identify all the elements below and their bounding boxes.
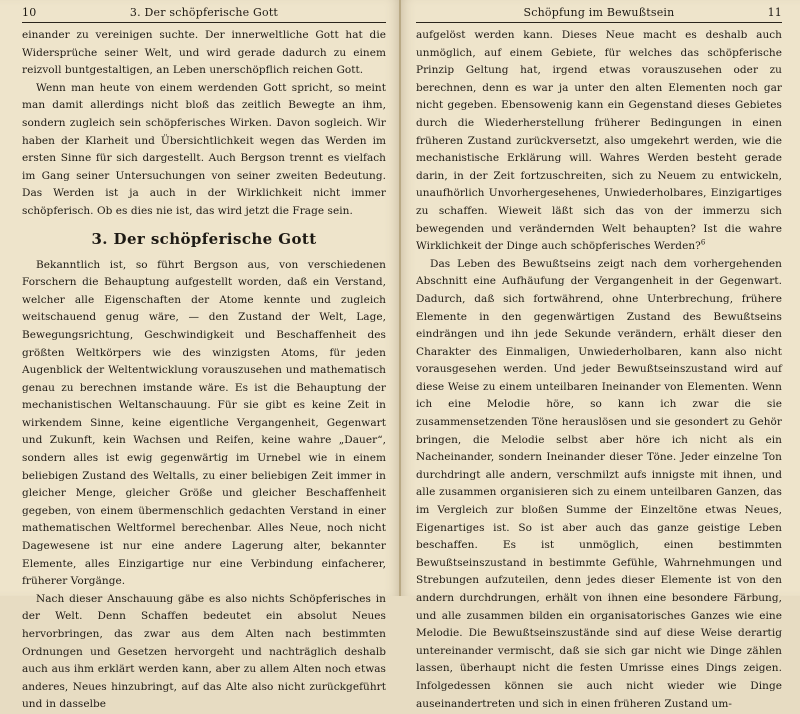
left-page-body [22, 27, 386, 714]
right-paragraph-1-text: aufgelöst werden kann. Dieses Neue macht es deshalb auch unmöglich, auf einem Gebiete, für welches das schöpferische Prinzip Geltung hat, irgend etwas vorauszusehen oder zu berechnen, denn es war ja unter den alten Elementen noch gar nicht gegeben. Ebensowenig kann ein Gegenstand dieses Gebietes durch die Wiederherstellung früherer Bedingungen in einen früheren Zustand zurückversetzt, also umgekehrt werden, wie die mechanistische Erklärung will. Wahres Werden besteht gerade darin, in der Zeit fortzuschreiten, sich zu Neuem zu entwickeln, unaufhörlich Unvorhergesehenes, Unwiederholbares, Einzigartiges zu schaffen. Wieweit läßt sich das von der immerzu sich bewegenden und verändernden Welt behaupten? Ist die wahre Wirklichkeit der Dinge auch schöpferisches Werden? [416, 29, 782, 253]
right-paragraph-1 [416, 27, 782, 256]
right-paragraph-2: Das Leben des Bewußtseins zeigt nach dem vorhergehenden Abschnitt eine Aufhäufung der Vergangenheit in der Gegenwart. Dadurch, daß sich fortwährend, ohne Unterbrechung, frühere Elemente in den gegenwärtigen Zustand des Bewußtseins eindrängen und ihn jede Sekunde verändern, erhält dieser den Charakter des Einmaligen, Unwiederholbaren, kann also nicht vorausgesehen werden. Und jeder Bewußtseinszustand wird auf diese Weise zu einem unteilbaren Ineinander von Elementen. Wenn ich eine Melodie höre, so kann ich zwar die sie zusammensetzenden Töne herauslösen und sie gesondert zu Gehör bringen, die Melodie selbst aber höre ich nicht als ein Nacheinander, sondern Ineinander dieser Töne. Jeder einzelne Ton durchdringt alle andern, verschmilzt aufs innigste mit ihnen, und alle zusammen organisieren sich zu einem unteilbaren Ganzen, das im Vergleich zur bloßen Summe der Einzeltöne etwas Neues, Eigenartiges ist. So ist aber auch das ganze geistige Leben beschaffen. Es ist unmöglich, einen bestimmten Bewußtseinszustand in bestimmte Gefühle, Wahrnehmungen und Strebungen aufzuteilen, denn jedes dieser Elemente ist von den andern durchdrungen, erhält von ihnen eine besondere Färbung, und alle zusammen bilden ein organisatorisches Ganzes wie eine Melodie. Die Bewußtseinszustände sind auf diese Weise derartig untereinander vermischt, daß sie sich gar nicht wie Dinge zählen lassen, überhaupt nicht die festen Umrisse eines Dings zeigen. Infolgedessen können sie auch nicht wieder wie Dinge auseinandertreten und sich in einen früheren Zustand um- [416, 257, 782, 710]
right-page-body [416, 27, 782, 713]
book-gutter [399, 0, 401, 596]
left-running-head: 3. Der schöpferische Gott [129, 6, 279, 19]
left-paragraph-2: Wenn man heute von einem werdenden Gott spricht, so meint man damit allerdings nicht bloß das zeitlich Bewegte an ihm, sondern zugleich sein schöpferisches Wirken. Davon sogleich. Wir haben der Klarheit und Übersichtlichkeit wegen das Werden im ersten Sinne für sich dargestellt. Auch Bergson trennt es vielfach im Gang seiner Untersuchungen von seiner zweiten Bedeutung. Das Werden ist ja auch in der Wirklichkeit nicht immer schöpferisch. Ob es dies nie ist, das wird jetzt die Frage sein. [22, 81, 386, 217]
section-heading: 3. Der schöpferische Gott [91, 229, 317, 248]
left-paragraph-1: einander zu vereinigen suchte. Der innerweltliche Gott hat die Widersprüche seiner Welt, und wird gerade dadurch zu einem reizvoll buntgestaltigen, an Leben unerschöpflich reichen Gott. [22, 29, 386, 77]
right-page [400, 0, 800, 710]
footnote-mark: 6 [700, 238, 706, 247]
left-page-number: 10 [22, 6, 37, 19]
left-page-header [22, 6, 386, 23]
right-running-head: Schöpfung im Bewußtsein [523, 6, 675, 19]
left-paragraph-3: Bekanntlich ist, so führt Bergson aus, von verschiedenen Forschern die Behauptung aufgestellt worden, daß ein Verstand, welcher alle Eigenschaften der Atome kennte und zugleich weitschauend genug wäre, — den Zustand der Welt, Lage, Bewegungsrichtung, Geschwindigkeit und Beschaffenheit des größten Weltkörpers wie des winzigsten Atoms, für jeden Augenblick der Weltentwicklung vorauszusehen und mathematisch genau zu berechnen imstande wäre. Es ist die Behauptung der mechanistischen Weltanschauung. Für sie gibt es keine Zeit in wirkendem Sinne, keine eigentliche Vergangenheit, Gegenwart und Zukunft, kein Wachsen und Reifen, keine wahre „Dauer“, sondern alles ist ewig gegenwärtig im Urnebel wie in einem beliebigen Zustand des Weltalls, zu einer beliebigen Zeit immer in gleicher Menge, gleicher Größe und gleicher Beschaffenheit gegeben, von einem übermenschlich gedachten Verstand in einer mathematischen Weltformel berechenbar. Alles Neue, noch nicht Dagewesene ist nur eine andere Lagerung alter, bekannter Elemente, alles Einzigartige nur eine Verbindung einfacherer, früherer Vorgänge. [22, 258, 386, 588]
left-paragraph-4: Nach dieser Anschauung gäbe es also nichts Schöpferisches in der Welt. Denn Schaffen bedeutet ein absolut Neues hervorbringen, das zwar aus dem Alten nach bestimmten Ordnungen und Gesetzen hervorgeht und nachträglich deshalb auch aus ihm erklärt werden kann, aber zu allem Alten noch etwas anderes, Neues hinzubringt, auf das Alte also nicht zurückgeführt und in dasselbe [22, 592, 386, 711]
left-page [0, 0, 400, 711]
right-page-number: 11 [767, 6, 782, 19]
right-page-header [416, 6, 782, 23]
